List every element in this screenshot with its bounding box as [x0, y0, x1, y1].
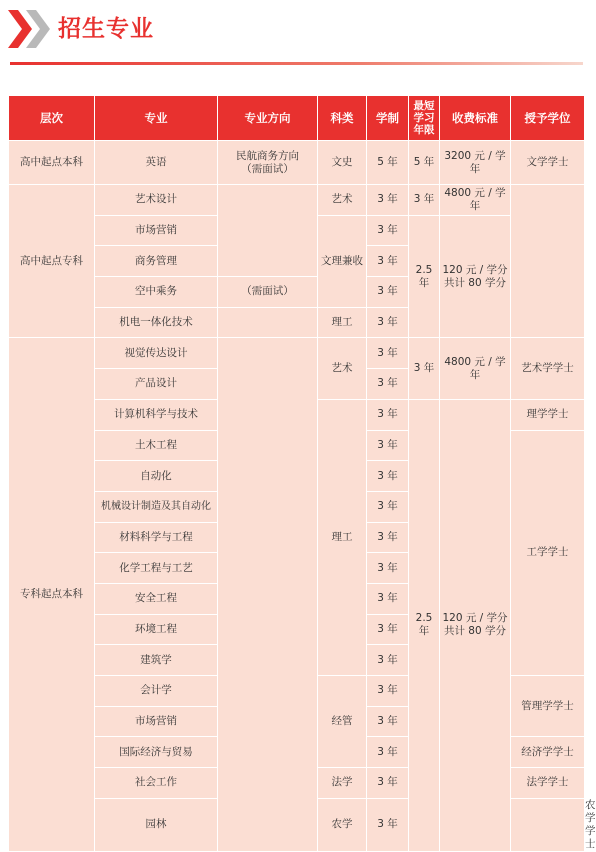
enrollment-table — [8, 95, 596, 852]
duration-cell: 3 年 — [367, 553, 409, 584]
degree-cell: 工学学士 — [511, 430, 585, 676]
major-cell: 空中乘务 — [95, 277, 218, 308]
duration-cell: 3 年 — [367, 737, 409, 768]
major-cell: 社会工作 — [95, 768, 218, 799]
subject-cell: 文理兼收 — [318, 215, 367, 307]
header-level: 层次 — [9, 96, 95, 141]
major-cell: 视觉传达设计 — [95, 338, 218, 369]
level-cell: 高中起点专科 — [9, 185, 95, 338]
fee-cell — [440, 215, 511, 338]
direction-cell — [218, 185, 318, 277]
header-fee: 收费标准 — [440, 96, 511, 141]
table-row — [9, 338, 585, 369]
header-direction: 专业方向 — [218, 96, 318, 141]
min-years-cell: 3 年 — [409, 338, 440, 399]
fee-line: 120 元 / 学分 — [442, 612, 508, 625]
duration-cell: 5 年 — [367, 141, 409, 185]
major-cell: 商务管理 — [95, 246, 218, 277]
direction-line: （需面试） — [241, 162, 294, 175]
page-title: 招生专业 — [58, 16, 154, 42]
duration-cell: 3 年 — [367, 399, 409, 430]
min-years-unit: 年 — [418, 625, 430, 638]
duration-cell: 3 年 — [367, 215, 409, 246]
major-cell: 自动化 — [95, 461, 218, 492]
duration-cell: 3 年 — [367, 185, 409, 216]
min-years-cell — [409, 215, 440, 338]
fee-cell: 3200 元 / 学年 — [440, 141, 511, 185]
header-duration: 学制 — [367, 96, 409, 141]
level-cell: 专科起点本科 — [9, 338, 95, 851]
subject-cell: 经管 — [318, 676, 367, 768]
header-min-years: 最短学习年限 — [409, 96, 440, 141]
duration-cell: 3 年 — [367, 645, 409, 676]
major-cell: 计算机科学与技术 — [95, 399, 218, 430]
double-chevron-right-icon — [6, 8, 54, 50]
direction-cell — [218, 307, 318, 338]
table-header-row — [9, 96, 585, 141]
direction-cell — [218, 338, 318, 851]
degree-cell: 法学学士 — [511, 768, 585, 799]
major-cell: 园林 — [95, 798, 218, 851]
subject-cell: 文史 — [318, 141, 367, 185]
major-cell: 化学工程与工艺 — [95, 553, 218, 584]
fee-line: 120 元 / 学分 — [442, 263, 508, 276]
min-years-unit: 年 — [418, 276, 430, 289]
duration-cell: 3 年 — [367, 798, 409, 851]
degree-cell — [511, 185, 585, 338]
major-cell: 市场营销 — [95, 215, 218, 246]
major-cell: 产品设计 — [95, 369, 218, 400]
table-row — [9, 141, 585, 185]
major-cell: 土木工程 — [95, 430, 218, 461]
major-cell: 国际经济与贸易 — [95, 737, 218, 768]
min-years-value: 2.5 — [415, 612, 433, 625]
duration-cell: 3 年 — [367, 369, 409, 400]
major-cell: 机电一体化技术 — [95, 307, 218, 338]
table-row: 园林 农学 3 年 农学学士 — [9, 798, 585, 851]
fee-cell: 4800 元 / 学年 — [440, 338, 511, 399]
header-subject: 科类 — [318, 96, 367, 141]
subject-cell: 法学 — [318, 768, 367, 799]
duration-cell: 3 年 — [367, 491, 409, 522]
duration-cell: 3 年 — [367, 583, 409, 614]
fee-cell: 4800 元 / 学年 — [440, 185, 511, 216]
min-years-cell — [511, 798, 585, 851]
major-cell: 英语 — [95, 141, 218, 185]
header-degree: 授予学位 — [511, 96, 585, 141]
major-cell: 材料科学与工程 — [95, 522, 218, 553]
degree-cell: 文学学士 — [511, 141, 585, 185]
fee-line: 共计 80 学分 — [443, 625, 507, 638]
degree-cell: 艺术学学士 — [511, 338, 585, 399]
page-header — [0, 0, 593, 70]
fee-cell — [440, 399, 511, 851]
direction-cell: （需面试） — [218, 277, 318, 308]
duration-cell: 3 年 — [367, 307, 409, 338]
direction-line: 民航商务方向 — [236, 149, 299, 162]
min-years-cell — [409, 399, 440, 851]
major-cell: 机械设计制造及其自动化 — [95, 491, 218, 522]
duration-cell: 3 年 — [367, 522, 409, 553]
table-row — [9, 185, 585, 216]
major-cell: 会计学 — [95, 676, 218, 707]
duration-cell: 3 年 — [367, 706, 409, 737]
duration-cell: 3 年 — [367, 338, 409, 369]
subject-cell: 理工 — [318, 307, 367, 338]
degree-cell: 经济学学士 — [511, 737, 585, 768]
subject-cell: 艺术 — [318, 185, 367, 216]
subject-cell: 理工 — [318, 399, 367, 675]
duration-cell: 3 年 — [367, 676, 409, 707]
subject-cell: 艺术 — [318, 338, 367, 399]
major-cell: 市场营销 — [95, 706, 218, 737]
subject-cell: 农学 — [318, 798, 367, 851]
header-divider — [10, 62, 583, 65]
min-years-value: 2.5 — [415, 263, 433, 276]
major-cell: 安全工程 — [95, 583, 218, 614]
level-cell: 高中起点本科 — [9, 141, 95, 185]
duration-cell: 3 年 — [367, 614, 409, 645]
duration-cell: 3 年 — [367, 768, 409, 799]
min-years-cell: 5 年 — [409, 141, 440, 185]
major-cell: 环境工程 — [95, 614, 218, 645]
degree-cell: 理学学士 — [511, 399, 585, 430]
duration-cell: 3 年 — [367, 430, 409, 461]
degree-cell: 管理学学士 — [511, 676, 585, 737]
duration-cell: 3 年 — [367, 277, 409, 308]
header-major: 专业 — [95, 96, 218, 141]
direction-cell — [218, 141, 318, 185]
major-cell: 建筑学 — [95, 645, 218, 676]
fee-line: 共计 80 学分 — [443, 276, 507, 289]
major-cell: 艺术设计 — [95, 185, 218, 216]
min-years-cell: 3 年 — [409, 185, 440, 216]
duration-cell: 3 年 — [367, 461, 409, 492]
duration-cell: 3 年 — [367, 246, 409, 277]
